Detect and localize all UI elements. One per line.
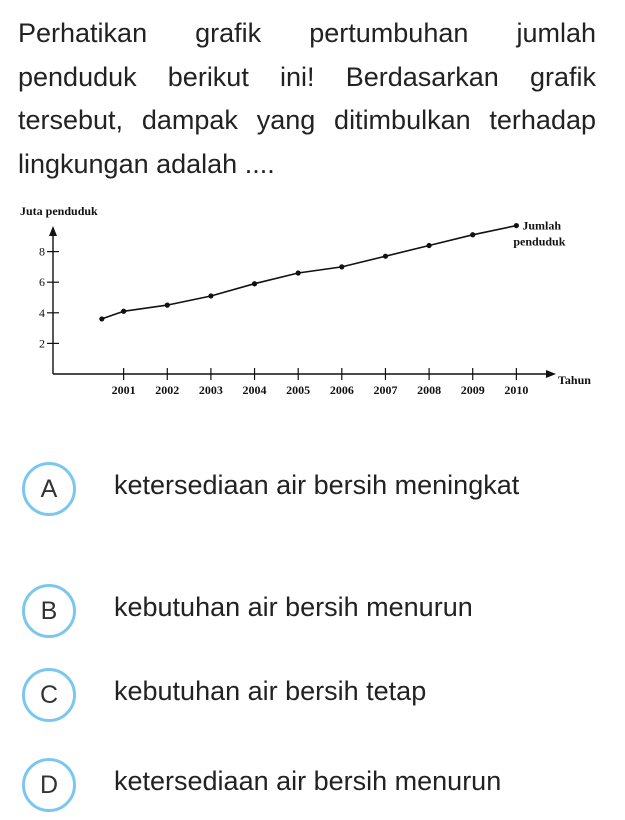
data-point (99, 316, 104, 321)
data-point (383, 254, 388, 259)
data-point (208, 293, 213, 298)
option-d-circle[interactable]: D (22, 758, 76, 812)
data-point (121, 309, 126, 314)
x-tick-label: 2002 (155, 383, 180, 397)
option-b-text[interactable]: kebutuhan air bersih menurun (114, 592, 473, 622)
x-tick-label: 2010 (504, 383, 529, 397)
y-tick-label: 2 (39, 336, 45, 351)
x-tick-label: 2009 (460, 383, 485, 397)
option-c-circle[interactable]: C (22, 668, 76, 722)
option-c[interactable] (22, 668, 612, 722)
series-label-line1: Jumlah (522, 218, 562, 233)
x-tick-label: 2004 (242, 383, 267, 397)
data-point (252, 281, 257, 286)
data-point (514, 223, 519, 228)
x-tick-label: 2008 (417, 383, 442, 397)
option-a-circle[interactable]: A (22, 462, 76, 516)
x-tick-label: 2005 (286, 383, 311, 397)
x-tick-label: 2006 (329, 383, 354, 397)
data-point (296, 270, 301, 275)
x-tick-label: 2003 (198, 383, 223, 397)
x-axis-arrow (546, 370, 556, 378)
population-chart-svg (10, 196, 610, 411)
option-b[interactable] (22, 584, 612, 638)
option-a-text[interactable]: ketersediaan air bersih meningkat (114, 470, 520, 500)
data-point (426, 243, 431, 248)
data-point (339, 264, 344, 269)
y-tick-label: 4 (39, 305, 45, 320)
x-tick-label: 2007 (373, 383, 398, 397)
series-label-line2: penduduk (513, 234, 566, 249)
x-tick-label: 2001 (111, 383, 136, 397)
y-axis-arrow (49, 226, 57, 236)
population-chart (10, 196, 610, 411)
y-tick-label: 8 (39, 244, 45, 259)
population-line (102, 226, 517, 319)
data-point (165, 303, 170, 308)
x-axis-title: Tahun (558, 373, 591, 387)
option-b-circle[interactable]: B (22, 584, 76, 638)
y-axis-title: Juta penduduk (20, 204, 98, 218)
question-text: Perhatikan grafik pertumbuhan jumlah penduduk berikut ini! Berdasarkan grafik tersebut, dampak yang ditimbulkan terhadap lingkungan adalah .... (18, 18, 596, 179)
option-a[interactable] (22, 462, 612, 516)
option-c-text[interactable]: kebutuhan air bersih tetap (114, 676, 427, 706)
option-d-text[interactable]: ketersediaan air bersih menurun (114, 766, 502, 796)
data-point (470, 232, 475, 237)
option-d[interactable] (22, 758, 612, 812)
y-tick-label: 6 (39, 275, 45, 290)
